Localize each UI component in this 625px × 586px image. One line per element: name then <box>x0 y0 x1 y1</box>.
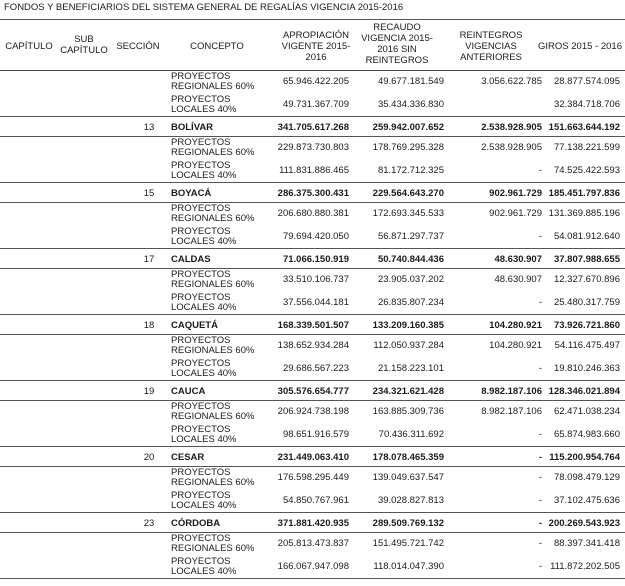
table-row-subtotal <box>0 269 625 292</box>
reintegros-cell: - <box>538 472 542 483</box>
table-row-department <box>0 381 625 401</box>
header-recaudo: RECAUDO VIGENCIA 2015-2016 SIN REINTEGROS <box>361 22 433 66</box>
reintegros-cell: - <box>538 429 542 440</box>
giros-cell: 73.926.721.860 <box>553 320 620 331</box>
concept-cell: BOLÍVAR <box>171 122 214 133</box>
reintegros-cell: 48.630.907 <box>494 254 542 265</box>
apropiacion-cell: 71.066.150.919 <box>282 254 349 265</box>
apropiacion-cell: 231.449.063.410 <box>277 452 349 463</box>
concept-cell: PROYECTOS REGIONALES 60% <box>171 137 255 158</box>
recaudo-cell: 118.014.047.390 <box>373 561 444 572</box>
section-cell: 23 <box>143 518 155 529</box>
table-row-subtotal <box>0 401 625 424</box>
reintegros-cell: - <box>538 518 542 529</box>
recaudo-cell: 139.049.637.547 <box>372 472 444 483</box>
concept-cell: PROYECTOS LOCALES 40% <box>171 358 237 379</box>
giros-cell: 151.663.644.192 <box>548 122 620 133</box>
giros-cell: 128.346.021.894 <box>548 386 620 397</box>
giros-cell: 115.200.954.764 <box>549 452 620 463</box>
document-title: FONDOS Y BENEFICIARIOS DEL SISTEMA GENERAL DE REGALÍAS VIGENCIA 2015-2016 <box>4 2 404 13</box>
concept-cell: CÓRDOBA <box>171 518 221 529</box>
reintegros-cell: 104.280.921 <box>489 340 542 351</box>
table-row-subtotal <box>0 94 625 117</box>
apropiacion-cell: 206.924.738.198 <box>277 406 349 417</box>
section-cell: 19 <box>143 386 155 397</box>
recaudo-cell: 259.942.007.652 <box>372 122 444 133</box>
reintegros-cell: 8.982.187.106 <box>481 406 542 417</box>
apropiacion-cell: 49.731.367.709 <box>282 99 349 110</box>
giros-cell: 74.525.422.593 <box>553 165 620 176</box>
recaudo-cell: 172.693.345.533 <box>372 208 444 219</box>
table-row-subtotal <box>0 71 625 94</box>
giros-cell: 12.327.670.896 <box>553 274 620 285</box>
concept-cell: CAQUETÁ <box>171 320 218 331</box>
table-row-subtotal <box>0 490 625 513</box>
recaudo-cell: 50.740.844.436 <box>377 254 444 265</box>
header-apropiacion: APROPIACIÓN VIGENTE 2015-2016 <box>281 30 351 63</box>
apropiacion-cell: 54.850.767.961 <box>282 495 349 506</box>
table-row-subtotal <box>0 292 625 315</box>
section-cell: 13 <box>143 122 155 133</box>
table-row-subtotal <box>0 467 625 490</box>
recaudo-cell: 234.321.621.428 <box>372 386 444 397</box>
giros-cell: 65.874.983.660 <box>553 429 620 440</box>
table-row-subtotal <box>0 533 625 556</box>
giros-cell: 54.081.912.640 <box>553 231 620 242</box>
giros-cell: 88.397.341.418 <box>553 538 620 549</box>
concept-cell: PROYECTOS REGIONALES 60% <box>171 71 255 92</box>
recaudo-cell: 133.209.160.385 <box>372 320 444 331</box>
reintegros-cell: - <box>538 363 542 374</box>
concept-cell: PROYECTOS REGIONALES 60% <box>171 533 255 554</box>
giros-cell: 25.480.317.759 <box>553 297 620 308</box>
concept-cell: PROYECTOS LOCALES 40% <box>171 490 237 511</box>
header-top-rule <box>0 19 625 20</box>
apropiacion-cell: 37.556.044.181 <box>282 297 349 308</box>
concept-cell: BOYACÁ <box>171 188 212 199</box>
giros-cell: 185.451.797.836 <box>548 188 620 199</box>
table-row-department <box>0 447 625 467</box>
apropiacion-cell: 341.705.617.268 <box>277 122 349 133</box>
header-capitulo: CAPÍTULO <box>5 41 53 52</box>
giros-cell: 32.384.718.706 <box>553 99 620 110</box>
apropiacion-cell: 205.813.473.837 <box>277 538 349 549</box>
recaudo-cell: 70.436.311.692 <box>378 429 444 440</box>
reintegros-cell: 902.961.729 <box>489 208 542 219</box>
section-cell: 15 <box>143 188 155 199</box>
reintegros-cell: - <box>538 561 542 572</box>
header-giros: GIROS 2015 - 2016 <box>538 41 622 52</box>
giros-cell: 62.471.038.234 <box>553 406 620 417</box>
table-row-department <box>0 117 625 137</box>
concept-cell: PROYECTOS LOCALES 40% <box>171 424 237 445</box>
concept-cell: PROYECTOS REGIONALES 60% <box>171 203 255 224</box>
recaudo-cell: 81.172.712.325 <box>377 165 444 176</box>
giros-cell: 111.872.202.505 <box>550 561 620 572</box>
table-row-subtotal <box>0 335 625 358</box>
concept-cell: PROYECTOS REGIONALES 60% <box>171 269 255 290</box>
recaudo-cell: 39.028.827.813 <box>377 495 444 506</box>
header-concepto: CONCEPTO <box>190 41 244 52</box>
reintegros-cell: 104.280.921 <box>489 320 542 331</box>
reintegros-cell: 3.056.622.785 <box>481 76 542 87</box>
header-seccion: SECCIÓN <box>116 41 160 52</box>
reintegros-cell: - <box>538 538 542 549</box>
recaudo-cell: 26.835.807.234 <box>377 297 444 308</box>
concept-cell: PROYECTOS LOCALES 40% <box>171 160 237 181</box>
header-reintegros: REINTEGROS VIGENCIAS ANTERIORES <box>459 30 523 63</box>
recaudo-cell: 23.905.037.202 <box>377 274 444 285</box>
reintegros-cell: - <box>538 165 542 176</box>
apropiacion-cell: 176.598.295.449 <box>277 472 349 483</box>
section-cell: 20 <box>143 452 155 463</box>
apropiacion-cell: 111.831.886.465 <box>279 165 349 176</box>
recaudo-cell: 289.509.769.132 <box>372 518 444 529</box>
apropiacion-cell: 206.680.880.381 <box>277 208 349 219</box>
giros-cell: 77.138.221.599 <box>553 142 620 153</box>
table-row-department <box>0 513 625 533</box>
table-body <box>0 71 625 579</box>
recaudo-cell: 112.050.937.284 <box>373 340 444 351</box>
reintegros-cell: - <box>538 495 542 506</box>
giros-cell: 78.098.479.129 <box>553 472 620 483</box>
recaudo-cell: 163.885.309.736 <box>372 406 444 417</box>
table-row-subtotal <box>0 160 625 183</box>
recaudo-cell: 229.564.643.270 <box>372 188 444 199</box>
table-row-department <box>0 183 625 203</box>
giros-cell: 200.269.543.923 <box>548 518 620 529</box>
apropiacion-cell: 305.576.654.777 <box>277 386 349 397</box>
recaudo-cell: 35.434.336.830 <box>377 99 444 110</box>
table-row-department <box>0 315 625 335</box>
apropiacion-cell: 138.652.934.284 <box>277 340 349 351</box>
recaudo-cell: 151.495.721.742 <box>372 538 444 549</box>
reintegros-cell: 48.630.907 <box>494 274 542 285</box>
recaudo-cell: 178.769.295.328 <box>372 142 444 153</box>
concept-cell: PROYECTOS REGIONALES 60% <box>171 467 255 488</box>
apropiacion-cell: 166.067.947.098 <box>277 561 349 572</box>
concept-cell: PROYECTOS REGIONALES 60% <box>171 401 255 422</box>
apropiacion-cell: 371.881.420.935 <box>277 518 349 529</box>
concept-cell: CESAR <box>171 452 205 463</box>
apropiacion-cell: 229.873.730.803 <box>277 142 349 153</box>
reintegros-cell: - <box>538 231 542 242</box>
concept-cell: CALDAS <box>171 254 211 265</box>
apropiacion-cell: 168.339.501.507 <box>277 320 349 331</box>
reintegros-cell: 8.982.187.106 <box>481 386 542 397</box>
apropiacion-cell: 33.510.106.737 <box>282 274 349 285</box>
concept-cell: PROYECTOS LOCALES 40% <box>171 226 237 247</box>
concept-cell: PROYECTOS LOCALES 40% <box>171 556 237 577</box>
table-row-subtotal <box>0 556 625 579</box>
table-row-subtotal <box>0 226 625 249</box>
reintegros-cell: - <box>538 452 542 463</box>
concept-cell: CAUCA <box>171 386 206 397</box>
recaudo-cell: 56.871.297.737 <box>377 231 444 242</box>
apropiacion-cell: 286.375.300.431 <box>277 188 349 199</box>
apropiacion-cell: 79.694.420.050 <box>282 231 349 242</box>
recaudo-cell: 178.078.465.359 <box>372 452 444 463</box>
recaudo-cell: 49.677.181.549 <box>377 76 444 87</box>
table-row-subtotal <box>0 424 625 447</box>
giros-cell: 28.877.574.095 <box>553 76 620 87</box>
concept-cell: PROYECTOS LOCALES 40% <box>171 292 237 313</box>
table-row-subtotal <box>0 203 625 226</box>
giros-cell: 19.810.246.363 <box>553 363 620 374</box>
header-subcapitulo: SUB CAPÍTULO <box>60 34 108 56</box>
section-cell: 18 <box>143 320 155 331</box>
table-row-subtotal <box>0 358 625 381</box>
reintegros-cell: 2.538.928.905 <box>481 142 542 153</box>
reintegros-cell: 902.961.729 <box>489 188 542 199</box>
reintegros-cell: - <box>538 297 542 308</box>
recaudo-cell: 21.158.223.101 <box>377 363 444 374</box>
apropiacion-cell: 98.651.916.579 <box>282 429 349 440</box>
section-cell: 17 <box>143 254 155 265</box>
apropiacion-cell: 29.686.567.223 <box>282 363 349 374</box>
giros-cell: 37.102.475.636 <box>553 495 620 506</box>
concept-cell: PROYECTOS LOCALES 40% <box>171 94 237 115</box>
giros-cell: 37.807.988.655 <box>553 254 620 265</box>
reintegros-cell: 2.538.928.905 <box>481 122 542 133</box>
giros-cell: 54.116.475.497 <box>554 340 620 351</box>
apropiacion-cell: 65.946.422.205 <box>282 76 349 87</box>
concept-cell: PROYECTOS REGIONALES 60% <box>171 335 255 356</box>
table-row-subtotal <box>0 137 625 160</box>
giros-cell: 131.369.885.196 <box>548 208 620 219</box>
table-row-department <box>0 249 625 269</box>
